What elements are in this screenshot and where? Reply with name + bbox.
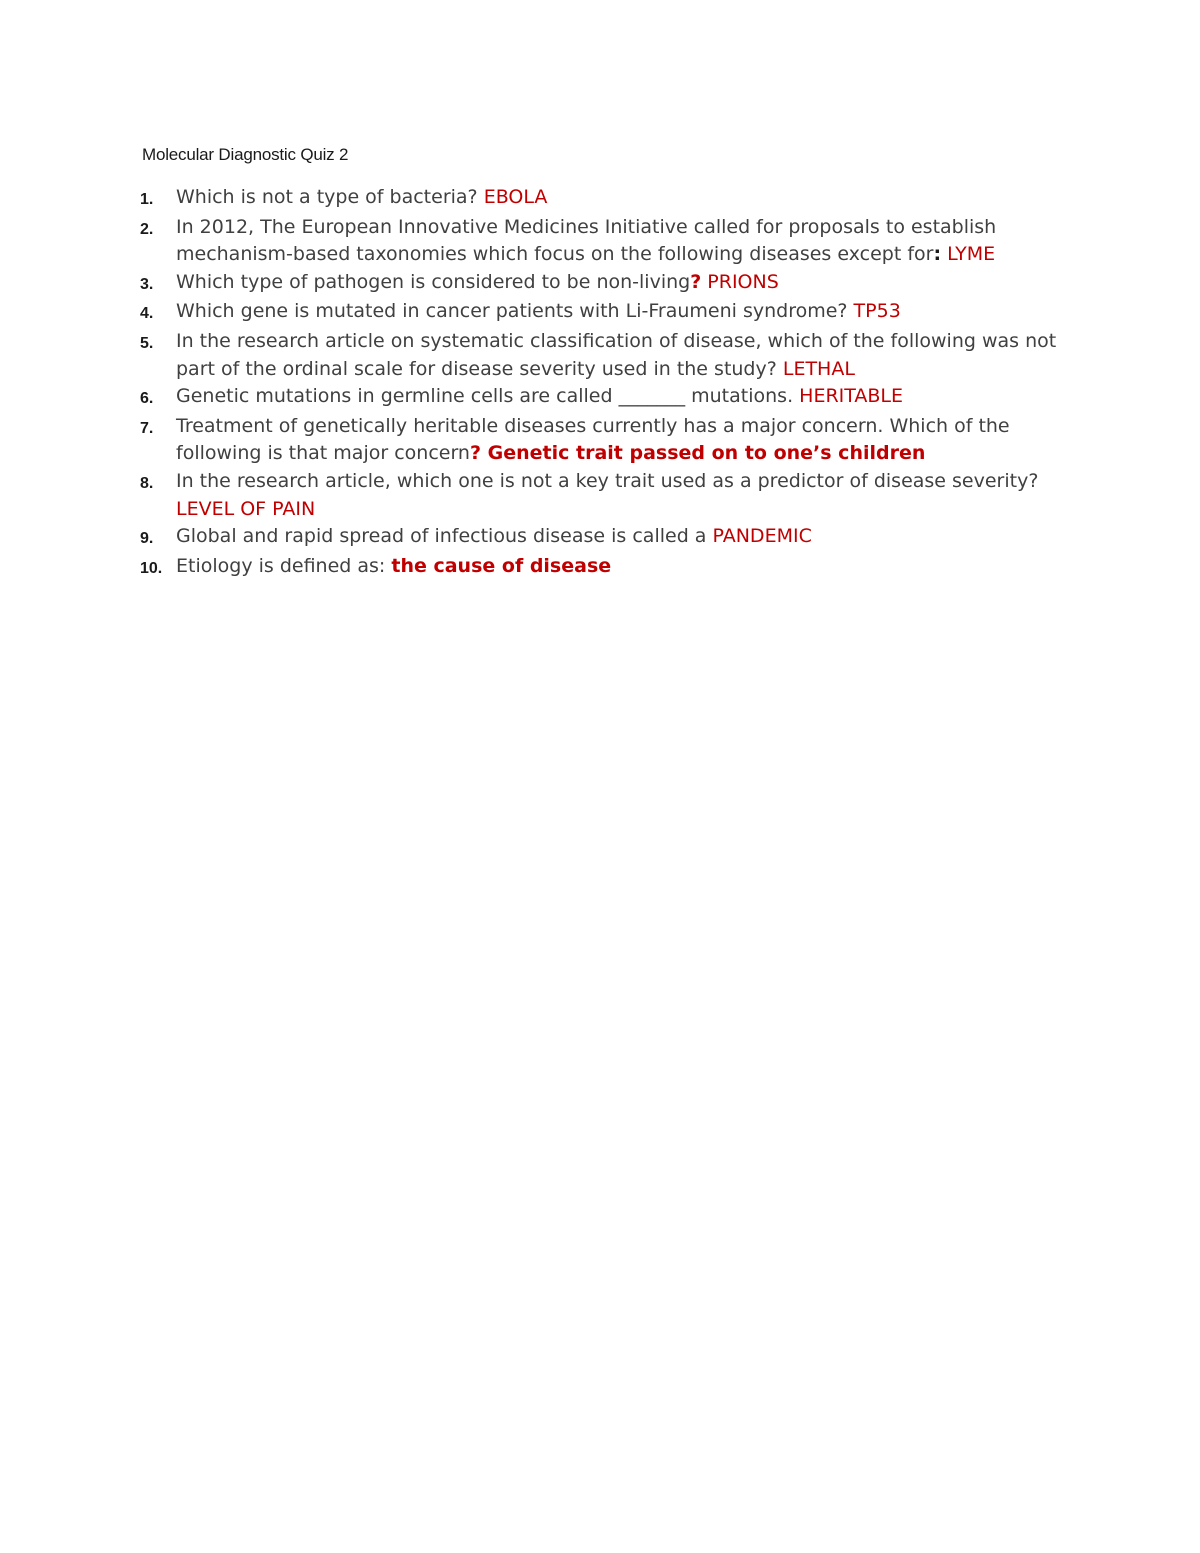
answer-text: HERITABLE [799, 385, 904, 408]
question-body [176, 468, 1070, 523]
question-item-5 [140, 328, 1070, 383]
question-number: 1. [140, 191, 154, 208]
question-number: 9. [140, 530, 154, 548]
question-text: Which type of pathogen is considered to be non-living [176, 270, 691, 293]
question-body [176, 523, 1070, 551]
question-text: Genetic mutations in germline cells are called _______ mutations. [176, 385, 800, 408]
answer-text: the cause of disease [391, 554, 612, 577]
question-body [176, 383, 1070, 411]
question-number: 3. [140, 275, 154, 293]
question-number: 2. [140, 220, 154, 238]
question-item-7 [140, 413, 1070, 468]
answer-text: TP53 [853, 300, 901, 323]
question-text: Which is not a type of bacteria? [176, 186, 484, 208]
question-number: 4. [140, 305, 154, 323]
question-text: In the research article on systematic classification of disease, which of the following was not part of the ordinal scale for disease severity used in the study? [176, 329, 1057, 380]
question-number: 6. [140, 390, 154, 408]
question-item-9 [140, 523, 1070, 553]
answer-text: LEVEL OF PAIN [176, 497, 316, 520]
question-number: 7. [140, 419, 154, 437]
answer-text: EBOLA [483, 186, 548, 208]
question-body [176, 214, 1070, 269]
answer-text: LYME [941, 243, 996, 266]
question-punctuation: ? [690, 270, 702, 293]
question-item-10 [140, 553, 1070, 583]
question-list [140, 184, 1070, 582]
question-number: 10. [140, 559, 163, 577]
question-text: Treatment of genetically heritable diseases currently has a major concern. Which of the following is that major concern [176, 414, 1010, 465]
question-text: Global and rapid spread of infectious disease is called a [176, 525, 713, 548]
question-item-3 [140, 269, 1070, 299]
question-text: Which gene is mutated in cancer patients with Li-Fraumeni syndrome? [176, 300, 854, 323]
document-title: Molecular Diagnostic Quiz 2 [142, 145, 349, 164]
answer-text: PANDEMIC [712, 525, 812, 548]
answer-text: PRIONS [701, 270, 779, 293]
question-item-2 [140, 214, 1070, 269]
question-item-8 [140, 468, 1070, 523]
question-body [176, 413, 1070, 468]
question-body [176, 184, 1070, 212]
question-text: Etiology is defined as: [176, 554, 392, 577]
question-body [176, 298, 1070, 326]
question-number: 8. [140, 474, 154, 492]
question-text: In the research article, which one is not a key trait used as a predictor of disease severity? [176, 469, 1039, 492]
question-item-6 [140, 383, 1070, 413]
question-punctuation: : [933, 243, 942, 266]
question-body [176, 269, 1070, 297]
question-body [176, 328, 1070, 383]
question-number: 5. [140, 334, 154, 352]
answer-text: Genetic trait passed on to one’s children [481, 442, 926, 465]
question-punctuation: ? [469, 442, 482, 465]
question-text: In 2012, The European Innovative Medicines Initiative called for proposals to establish mechanism-based taxonomies which focus on the following diseases except for [176, 215, 997, 266]
question-item-1 [140, 184, 1070, 214]
answer-text: LETHAL [782, 357, 855, 380]
question-item-4 [140, 298, 1070, 328]
question-body [176, 553, 1070, 581]
